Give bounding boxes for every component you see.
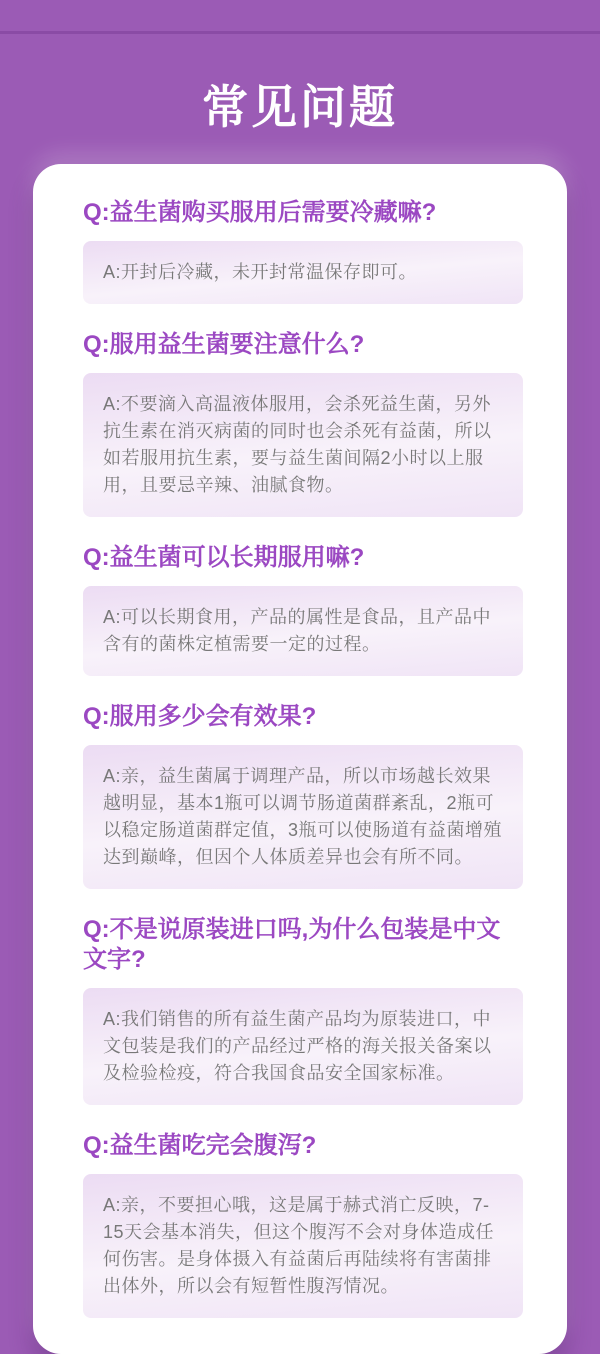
faq-answer-text: A:我们销售的所有益生菌产品均为原装进口，中文包装是我们的产品经过严格的海关报关备案以及检验检疫，符合我国食品安全国家标准。 bbox=[103, 1008, 492, 1083]
faq-answer-box bbox=[83, 745, 523, 889]
faq-answer-box bbox=[83, 586, 523, 676]
faq-item-dosage-effect bbox=[83, 702, 523, 889]
faq-answer-box bbox=[83, 241, 523, 304]
faq-item-longterm-use bbox=[83, 543, 523, 676]
faq-question: Q:服用多少会有效果? bbox=[83, 702, 317, 730]
faq-item-diarrhea bbox=[83, 1131, 523, 1318]
faq-answer-text: A:可以长期食用，产品的属性是食品，且产品中含有的菌株定植需要一定的过程。 bbox=[103, 606, 492, 654]
faq-question: Q:益生菌购买服用后需要冷藏嘛? bbox=[83, 198, 437, 226]
faq-question: Q:服用益生菌要注意什么? bbox=[83, 330, 365, 358]
faq-question: Q:益生菌可以长期服用嘛? bbox=[83, 543, 365, 571]
page-title: 常见问题 bbox=[202, 80, 398, 133]
faq-answer-box bbox=[83, 373, 523, 517]
faq-answer-box bbox=[83, 1174, 523, 1318]
faq-answer-text: A:亲，不要担心哦，这是属于赫式消亡反映，7-15天会基本消失，但这个腹泻不会对身体造成任何伤害。是身体摄入有益菌后再陆续将有害菌排出体外，所以会有短暂性腹泻情况。 bbox=[103, 1194, 495, 1296]
faq-question: Q:不是说原装进口吗,为什么包装是中文文字? bbox=[83, 915, 501, 973]
faq-answer-box bbox=[83, 988, 523, 1105]
faq-question: Q:益生菌吃完会腹泻? bbox=[83, 1131, 317, 1159]
faq-item-refrigeration bbox=[83, 198, 523, 304]
faq-answer-text: A:亲，益生菌属于调理产品，所以市场越长效果越明显，基本1瓶可以调节肠道菌群紊乱，2瓶可以稳定肠道菌群定值，3瓶可以使肠道有益菌增殖达到巅峰，但因个人体质差异也会有所不同。 bbox=[103, 765, 503, 867]
top-edge-strip bbox=[0, 31, 600, 34]
faq-card bbox=[33, 164, 567, 1354]
faq-answer-text: A:开封后冷藏，未开封常温保存即可。 bbox=[103, 261, 418, 282]
faq-item-precautions bbox=[83, 330, 523, 517]
faq-item-imported-packaging bbox=[83, 915, 523, 1105]
faq-answer-text: A:不要滴入高温液体服用，会杀死益生菌，另外抗生素在消灭病菌的同时也会杀死有益菌，所以如若服用抗生素，要与益生菌间隔2小时以上服用，且要忌辛辣、油腻食物。 bbox=[103, 393, 492, 495]
